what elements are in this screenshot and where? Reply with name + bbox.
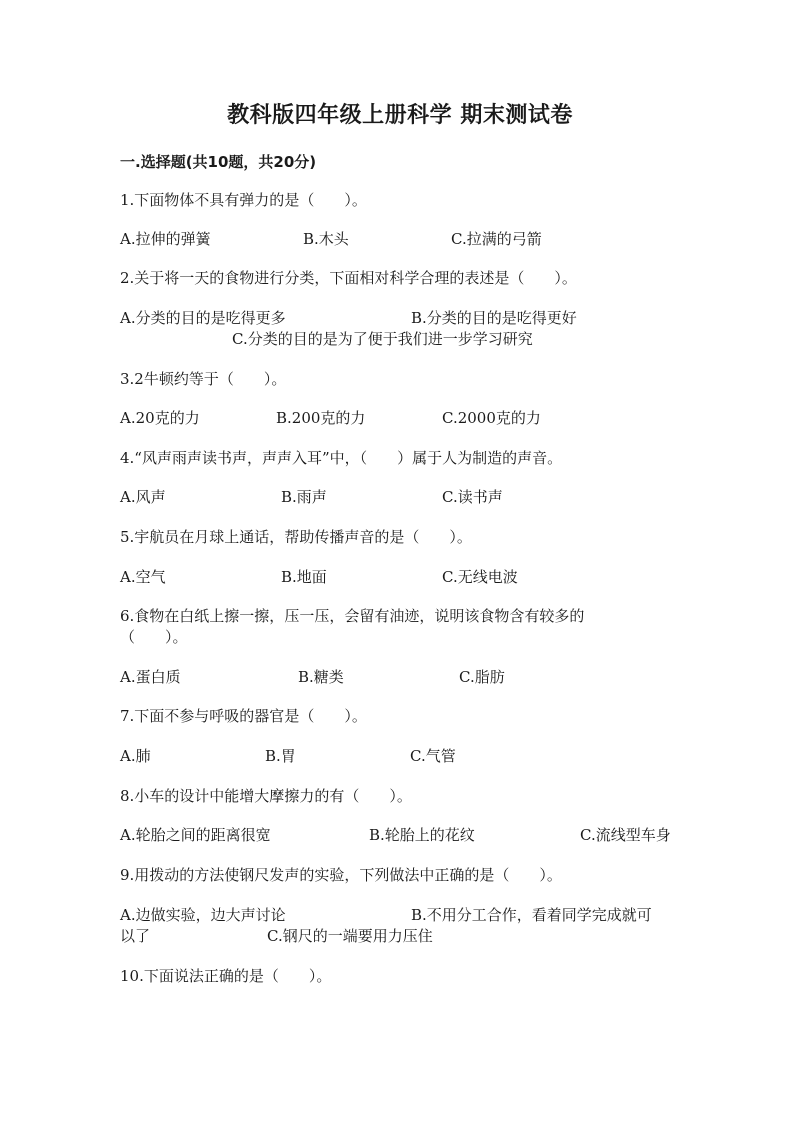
q5-option-c: C.无线电波 <box>442 568 518 586</box>
question-2: 2.关于将一天的食物进行分类，下面相对科学合理的表述是（ ）。 <box>120 269 577 287</box>
question-10: 10.下面说法正确的是（ ）。 <box>120 967 332 985</box>
q6-option-b: B.糖类 <box>298 668 344 686</box>
q5-option-b: B.地面 <box>281 568 327 586</box>
q4-option-c: C.读书声 <box>442 488 503 506</box>
q9-option-b: B.不用分工合作，看着同学完成就可 <box>411 906 652 924</box>
q8-option-b: B.轮胎上的花纹 <box>369 826 475 844</box>
section-heading: 一.选择题(共10题，共20分) <box>120 153 317 171</box>
q6-option-a: A.蛋白质 <box>120 668 181 686</box>
q2-option-c: C.分类的目的是为了便于我们进一步学习研究 <box>232 330 533 348</box>
q8-option-c: C.流线型车身 <box>580 826 671 844</box>
q1-option-b: B.木头 <box>303 230 349 248</box>
question-6-line-1: 6.食物在白纸上擦一擦，压一压，会留有油迹，说明该食物含有较多的 <box>120 607 585 625</box>
q4-option-b: B.雨声 <box>281 488 327 506</box>
q3-option-a: A.20克的力 <box>120 409 200 427</box>
q7-option-a: A.肺 <box>120 747 151 765</box>
q7-option-b: B.胃 <box>265 747 296 765</box>
q8-option-a: A.轮胎之间的距离很宽 <box>120 826 271 844</box>
q5-option-a: A.空气 <box>120 568 166 586</box>
page-title: 教科版四年级上册科学 期末测试卷 <box>227 103 573 128</box>
q2-option-b: B.分类的目的是吃得更好 <box>411 309 577 327</box>
q9-option-a: A.边做实验，边大声讨论 <box>120 906 286 924</box>
question-9: 9.用拨动的方法使钢尺发声的实验，下列做法中正确的是（ ）。 <box>120 866 562 884</box>
q2-option-a: A.分类的目的是吃得更多 <box>120 309 286 327</box>
q6-option-c: C.脂肪 <box>459 668 505 686</box>
question-6-line-2: （ ）。 <box>120 628 188 646</box>
q3-option-b: B.200克的力 <box>276 409 366 427</box>
q1-option-a: A.拉伸的弹簧 <box>120 230 211 248</box>
question-4: 4.“风声雨声读书声，声声入耳”中，（ ）属于人为制造的声音。 <box>120 449 563 467</box>
question-7: 7.下面不参与呼吸的器官是（ ）。 <box>120 707 367 725</box>
q9-option-b-continued: 以了 <box>120 927 151 945</box>
q7-option-c: C.气管 <box>410 747 456 765</box>
question-8: 8.小车的设计中能增大摩擦力的有（ ）。 <box>120 787 412 805</box>
q1-option-c: C.拉满的弓箭 <box>451 230 542 248</box>
q9-option-c: C.钢尺的一端要用力压住 <box>267 927 433 945</box>
q4-option-a: A.风声 <box>120 488 166 506</box>
question-3: 3.2牛顿约等于（ ）。 <box>120 370 287 388</box>
q3-option-c: C.2000克的力 <box>442 409 541 427</box>
question-1: 1.下面物体不具有弹力的是（ ）。 <box>120 191 367 209</box>
question-5: 5.宇航员在月球上通话，帮助传播声音的是（ ）。 <box>120 528 472 546</box>
